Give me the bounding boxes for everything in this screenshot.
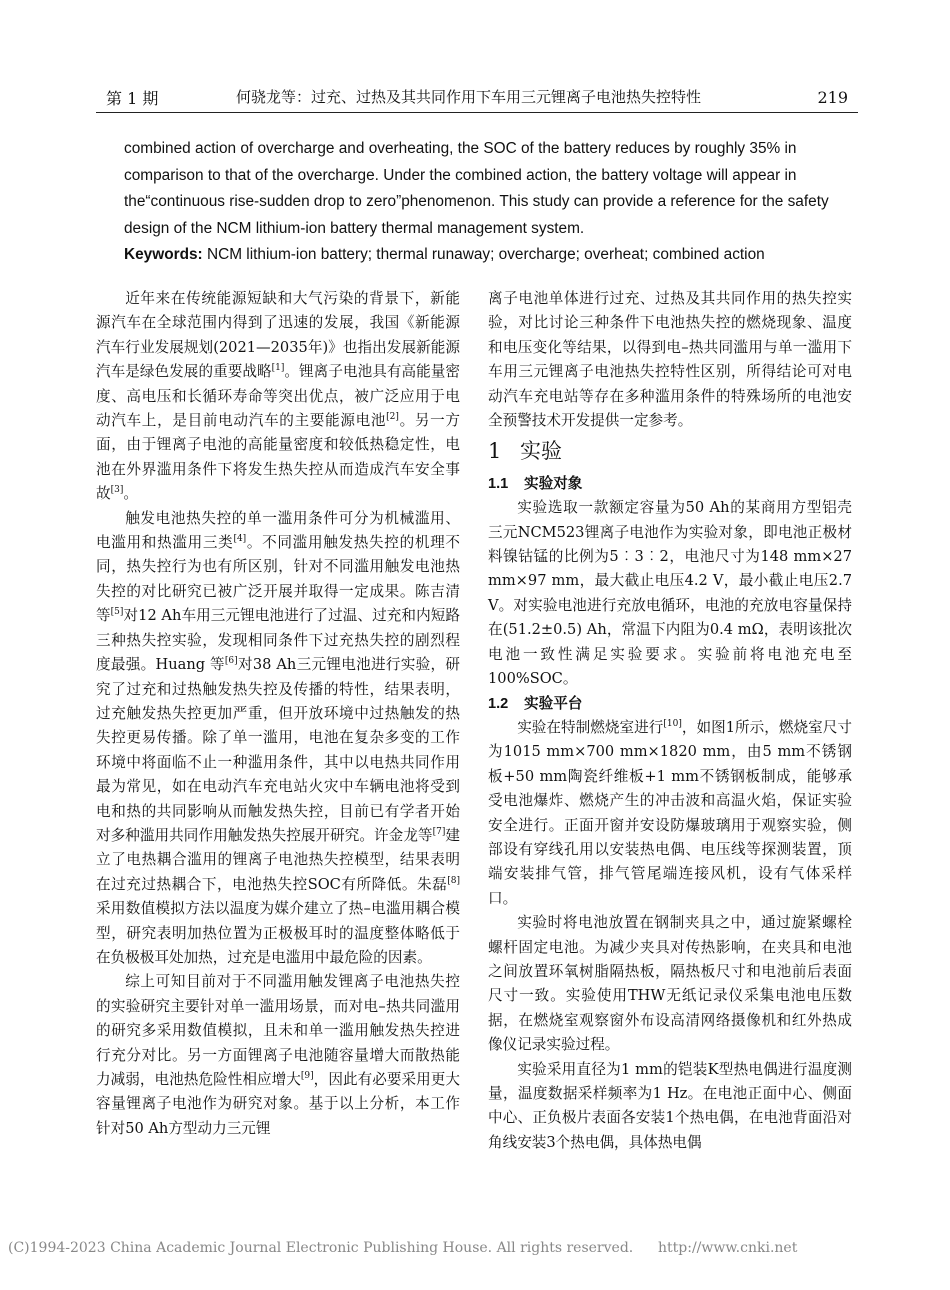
subsection-heading-subject (488, 472, 852, 496)
keywords-line (124, 242, 836, 269)
running-title: 何骁龙等：过充、过热及其共同作用下车用三元锂离子电池热失控特性 (236, 88, 702, 106)
citation-ref: [6] (224, 656, 238, 667)
para-text: 综上可知目前对于不同滥用触发锂离子电池热失控的实验研究主要针对单一滥用场景，而对电–热共同滥用的研究多采用数值模拟，且未和单一滥用触发热失控进行充分对比。另一方面锂离子电池随容量增大而散热能力减弱，电池热危险性相应增大 (96, 973, 460, 1088)
citation-ref: [5] (110, 607, 124, 618)
para-text: 对38 Ah三元锂电池进行实验，研究了过充和过热触发热失控及传播的特性，结果表明，过充触发热失控更加严重，但开放环境中过热触发的热失控更易传播。除了单一滥用，电池在复杂多变的工作环境中将面临不止一种滥用条件，其中以电热共同作用最为常见，如在电动汽车充电站火灾中车辆电池将受到电和热的共同影响从而触发热失控，目前已有学者开始对多种滥用共同作用触发热失控展开研究。许金龙等 (96, 656, 460, 844)
para-text: 。另一方面，由于锂离子电池的高能量密度和较低热稳定性，电池在外界滥用条件下将发生热失控从而造成汽车安全事故 (96, 412, 460, 503)
citation-ref: [10] (663, 719, 682, 730)
citation-ref: [1] (271, 363, 285, 374)
para-text: ，因此有必要采用更大容量锂离子电池作为研究对象。基于以上分析，本工作针对50 Ah方型动力三元锂 (96, 1071, 460, 1137)
section-number: 1 (488, 439, 502, 464)
citation-ref: [8] (447, 875, 460, 886)
right-column (488, 287, 852, 1155)
header-rule (96, 112, 858, 113)
abstract-text: combined action of overcharge and overheating, the SOC of the battery reduces by roughly 35% in comparison to that of the overcharge. Under the combined action, the battery voltage will appear in the“continuous rise-sudden drop to zero”phenomenon. This study can provide a reference for the safety design of the NCM lithium-ion battery thermal management system. (124, 140, 829, 237)
running-head (96, 82, 858, 112)
platform-paragraph-3: 实验采用直径为1 mm的铠装K型热电偶进行温度测量，温度数据采样频率为1 Hz。在电池正面中心、侧面中心、正负极片表面各安装1个热电偶，在电池背面沿对角线安装3个热电偶，具体热电偶 (488, 1060, 852, 1151)
para-text: 触发电池热失控的单一滥用条件可分为机械滥用、电滥用和热滥用三类 (96, 509, 460, 552)
para-text: 。锂离子电池具有高能量密度、高电压和长循环寿命等突出优点，被广泛应用于电动汽车上，是目前电动汽车的主要能源电池 (96, 363, 460, 430)
subsection-title: 实验平台 (524, 695, 583, 712)
intro-paragraph-3 (96, 970, 460, 1141)
subsection-title: 实验对象 (524, 475, 583, 492)
abstract-block (124, 136, 836, 269)
subsection-number: 1.2 (488, 695, 509, 712)
copyright-footer (8, 1240, 798, 1256)
citation-ref: [3] (110, 485, 124, 496)
intro-paragraph-2 (96, 507, 460, 971)
citation-ref: [9] (300, 1071, 314, 1082)
citation-ref: [4] (233, 534, 247, 545)
para-text: 近年来在传统能源短缺和大气污染的背景下，新能源汽车在全球范围内得到了迅速的发展，我国《新能源汽车行业发展规划(2021—2035年)》也指出发展新能源汽车是绿色发展的重要战略 (96, 290, 460, 381)
para-text: 。 (123, 485, 138, 503)
platform-paragraph-1 (488, 716, 852, 911)
subsection-number: 1.1 (488, 475, 509, 492)
platform-paragraph-2: 实验时将电池放置在钢制夹具之中，通过旋紧螺栓螺杆固定电池。为减少夹具对传热影响，在夹具和电池之间放置环氧树脂隔热板，隔热板尺寸和电池前后表面尺寸一致。实验使用THW无纸记录仪采集电池电压数据，在燃烧室观察窗外布设高清网络摄像机和红外热成像仪记录实验过程。 (488, 914, 852, 1054)
intro-paragraph-continued: 离子电池单体进行过充、过热及其共同作用的热失控实验，对比讨论三种条件下电池热失控的燃烧现象、温度和电压变化等结果，以得到电–热共同滥用与单一滥用下车用三元锂离子电池热失控特性区别，所得结论可对电动汽车充电站等存在多种滥用条件的特殊场所的电池安全预警技术开发提供一定参考。 (488, 290, 852, 430)
intro-paragraph-1 (96, 287, 460, 507)
subsection-heading-platform (488, 692, 852, 716)
page-number: 219 (817, 88, 848, 107)
copyright-text: (C)1994-2023 China Academic Journal Electronic Publishing House. All rights reserved. (8, 1240, 634, 1256)
para-text: ，如图1所示，燃烧室尺寸为1015 mm×700 mm×1820 mm，由5 mm不锈钢板+50 mm陶瓷纤维板+1 mm不锈钢板制成，能够承受电池爆炸、燃烧产生的冲击波和高温火焰，保证实验安全进行。正面开窗并安设防爆玻璃用于观察实验，侧部设有穿线孔用以安装热电偶、电压线等探测装置，顶端安装排气管，排气管尾端连接风机，设有气体采样口。 (488, 718, 852, 907)
citation-ref: [2] (386, 412, 399, 423)
section-heading-experiment (488, 439, 852, 463)
left-column (96, 287, 460, 1141)
footer-url: http://www.cnki.net (658, 1240, 798, 1256)
para-text: 。不同滥用触发热失控的机理不同，热失控行为也有所区别，针对不同滥用触发电池热失控的对比研究已被广泛开展并取得一定成果。陈吉清等 (96, 534, 460, 625)
para-text: 建立了电热耦合滥用的锂离子电池热失控模型，结果表明在过充过热耦合下，电池热失控SOC有所降低。朱磊 (96, 826, 460, 893)
issue-label: 第 1 期 (106, 89, 159, 108)
subject-paragraph: 实验选取一款额定容量为50 Ah的某商用方型铝壳三元NCM523锂离子电池作为实验对象，即电池正极材料镍钴锰的比例为5︰3︰2，电池尺寸为148 mm×27 mm×97 mm，最大截止电压4.2 V，最小截止电压2.7 V。对实验电池进行充放电循环，电池的充放电容量保持在(51.2±0.5) Ah，常温下内阻为0.4 mΩ，表明该批次电池一致性满足实验要求。实验前将电池充电至100%SOC。 (488, 499, 852, 688)
citation-ref: [7] (432, 827, 446, 838)
para-text: 对12 Ah车用三元锂电池进行了过温、过充和内短路三种热失控实验，发现相同条件下过充热失控的剧烈程度最强。Huang 等 (96, 607, 460, 674)
keywords-label: Keywords: (124, 246, 203, 263)
para-text: 采用数值模拟方法以温度为媒介建立了热–电滥用耦合模型，研究表明加热位置为正极极耳时的温度整体略低于在负极极耳处加热，过充是电滥用中最危险的因素。 (96, 900, 460, 966)
para-text: 实验在特制燃烧室进行 (517, 718, 664, 736)
keywords-text: NCM lithium-ion battery; thermal runaway; overcharge; overheat; combined action (206, 246, 765, 263)
section-title: 实验 (520, 439, 562, 464)
